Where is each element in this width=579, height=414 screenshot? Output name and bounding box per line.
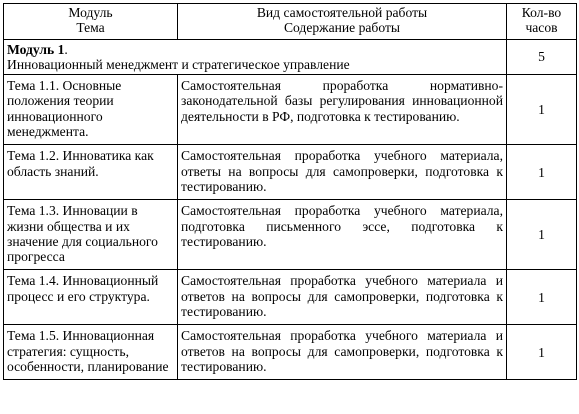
header-module-theme [4,4,178,40]
hours-cell: 1 [507,325,577,380]
hours-cell: 1 [507,270,577,325]
table-row [4,145,577,200]
module-cell [4,39,507,75]
module-hours: 5 [507,39,577,75]
module-title: Модуль 1 [7,41,65,57]
theme-cell: Тема 1.2. Инноватика как область знаний. [4,145,178,200]
table-header-row [4,4,577,40]
theme-cell: Тема 1.3. Инновации в жизни общества и их значение для социального прогресса [4,200,178,270]
header-module-label: Модуль [68,5,113,20]
hours-cell: 1 [507,200,577,270]
header-theme-label: Тема [76,20,105,36]
header-work [178,4,507,40]
header-work-type-label: Вид самостоятельной работы [256,5,428,20]
header-work-content-label: Содержание работы [283,20,401,36]
module-row [4,39,577,75]
self-study-table [3,3,577,380]
work-cell: Самостоятельная проработка учебного материала, ответы на вопросы для самопроверки, подготовка к тестированию. [178,145,507,200]
header-hours-unit-label: часов [525,20,558,36]
table-row [4,325,577,380]
work-cell: Самостоятельная проработка учебного материала, подготовка письменного эссе, подготовка к тестированию. [178,200,507,270]
header-hours [507,4,577,40]
document-page [3,3,576,380]
module-title-suffix: . [64,41,68,57]
work-cell: Самостоятельная проработка учебного материала и ответов на вопросы для самопроверки, подготовка к тестированию. [178,270,507,325]
table-row [4,270,577,325]
table-row [4,200,577,270]
table-row [4,75,577,145]
work-cell: Самостоятельная проработка нормативно-законодательной базы регулирования инновационной деятельности в РФ, подготовка к тестированию. [178,75,507,145]
hours-cell: 1 [507,145,577,200]
work-cell: Самостоятельная проработка учебного материала и ответов на вопросы для самопроверки, подготовка к тестированию. [178,325,507,380]
theme-cell: Тема 1.5. Инновационная стратегия: сущность, особенности, планирование [4,325,178,380]
theme-cell: Тема 1.1. Основные положения теории инновационного менеджмента. [4,75,178,145]
module-name: Инновационный менеджмент и стратегическое управление [7,56,350,72]
theme-cell: Тема 1.4. Инновационный процесс и его структура. [4,270,178,325]
hours-cell: 1 [507,75,577,145]
header-hours-count-label: Кол-во [521,5,562,20]
